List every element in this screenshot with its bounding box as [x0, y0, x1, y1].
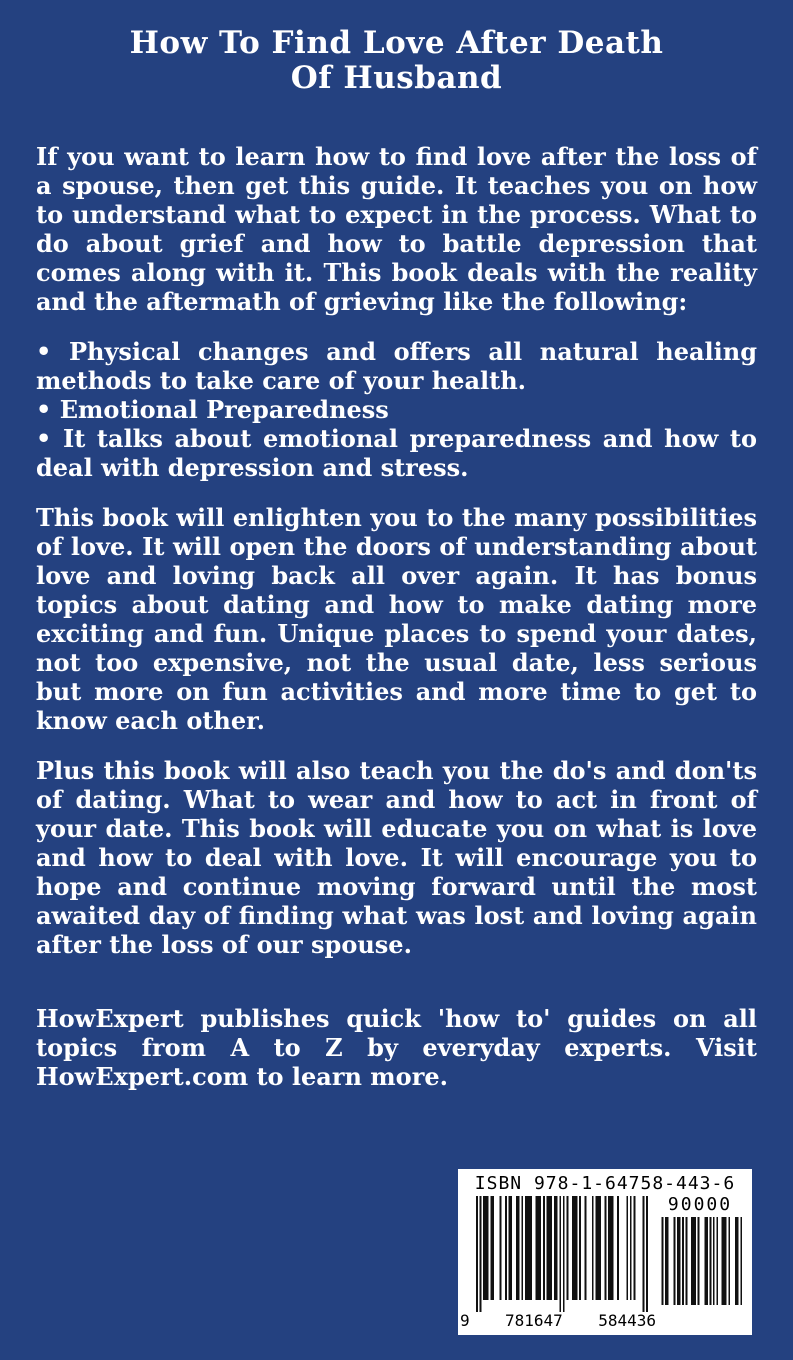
ean5-supplement-barcode-icon: [660, 1217, 742, 1305]
bullet-item: • It talks about emotional preparedness and how to deal with depression and stress.: [36, 424, 757, 482]
barcode-digit-group: 584436: [598, 1311, 656, 1330]
bullet-item: • Physical changes and offers all natural healing methods to take care of your health.: [36, 337, 757, 395]
page-title: [0, 0, 793, 96]
dating-paragraph: Plus this book will also teach you the do's and don'ts of dating. What to wear and how to act in front of your date. This book will educate you on what is love and how to deal with love. It will encourage you to hope and continue moving forward until the most awaited day of finding what was lost and loving again after the loss of our spouse.: [36, 756, 757, 959]
barcode-digit-group: 9: [460, 1311, 470, 1330]
barcode-digit-group: 781647: [505, 1311, 563, 1330]
possibilities-paragraph: This book will enlighten you to the many possibilities of love. It will open the doors of understanding about love and loving back all over again. It has bonus topics about dating and how to make dating more exciting and fun. Unique places to spend your dates, not too expensive, not the usual date, less serious but more on fun activities and more time to get to know each other.: [36, 503, 757, 735]
back-cover-blurb: [36, 142, 757, 1091]
bullet-list: [36, 337, 757, 482]
title-line-1: How To Find Love After Death: [129, 25, 664, 61]
supplement-digits: 90000: [667, 1194, 733, 1215]
title-line-2: Of Husband: [290, 60, 503, 96]
intro-paragraph: If you want to learn how to find love after the loss of a spouse, then get this guide. It teaches you on how to understand what to expect in the process. What to do about grief and how to battle depression that comes along with it. This book deals with the reality and the aftermath of grieving like the following:: [36, 142, 757, 316]
barcode-digits: [460, 1311, 656, 1330]
isbn-label: ISBN 978-1-64758-443-6: [474, 1173, 736, 1194]
bullet-item: • Emotional Preparedness: [36, 395, 389, 424]
ean13-barcode-icon: [476, 1196, 648, 1312]
publisher-paragraph: HowExpert publishes quick 'how to' guides on all topics from A to Z by everyday experts. Visit HowExpert.com to learn more.: [36, 1004, 757, 1091]
barcode-panel: [458, 1169, 752, 1335]
